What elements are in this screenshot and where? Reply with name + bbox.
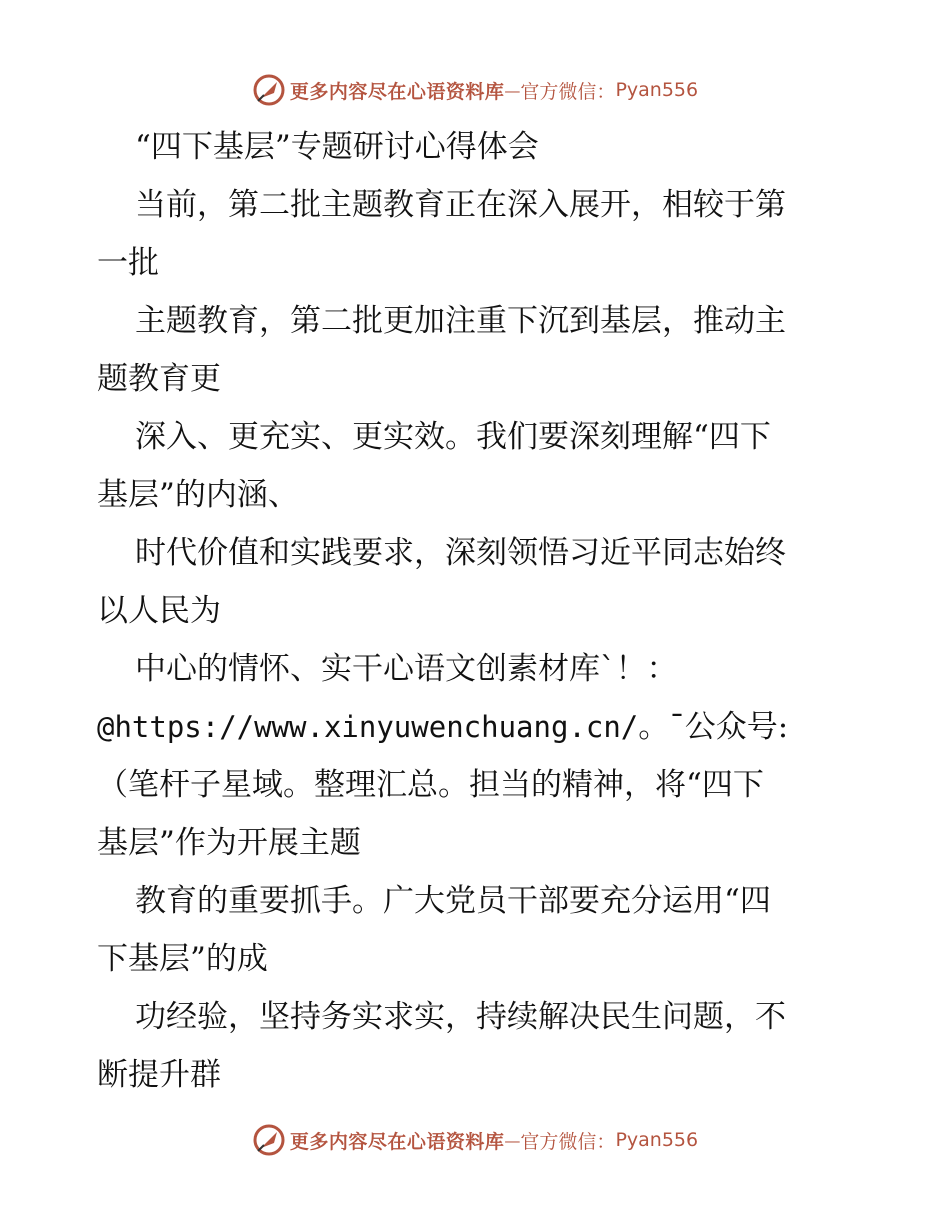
paragraph-line: 当前，第二批主题教育正在深入展开，相较于第: [135, 187, 786, 223]
paragraph-line: 功经验，坚持务实求实，持续解决民生问题，不: [135, 999, 786, 1035]
banner-wechat-label: 官方微信：: [520, 1130, 616, 1153]
url-text: @https://www.xinyuwenchuang.cn/: [97, 710, 639, 744]
paragraph-line: 教育的重要抓手。广大党员干部要充分运用“四: [135, 883, 771, 919]
paragraph-line: 主题教育，第二批更加注重下沉到基层，推动主: [135, 303, 786, 339]
url-suffix: 。¯公众号:: [638, 709, 789, 745]
paragraph-line: 基层”的内涵、: [97, 477, 299, 513]
banner-wechat-id: Pyan556: [615, 79, 699, 101]
paragraph-line: 题教育更: [97, 361, 221, 397]
paragraph-line: 下基层”的成: [97, 941, 268, 977]
paragraph-line: 断提升群: [97, 1057, 221, 1093]
paragraph-line: 时代价值和实践要求，深刻领悟习近平同志始终: [135, 535, 786, 571]
document-body: [97, 118, 857, 1104]
banner-wechat-id: Pyan556: [615, 1129, 699, 1151]
quill-logo-icon: [252, 1123, 286, 1157]
paragraph-line: 基层”作为开展主题: [97, 825, 361, 861]
paragraph-line: 中心的情怀、实干心语文创素材库`！：: [135, 651, 678, 687]
quill-logo-icon: [252, 73, 286, 107]
header-banner: [0, 70, 950, 110]
paragraph-line: （笔杆子星域。整理汇总。担当的精神，将“四下: [97, 767, 764, 803]
paragraph-line: 以人民为: [97, 593, 221, 629]
banner-wechat-label: 官方微信：: [520, 80, 616, 103]
banner-text: 更多内容尽在心语资料库: [289, 80, 505, 103]
banner-separator: —: [504, 1130, 521, 1150]
url-line: [97, 698, 857, 756]
paragraph-line: 深入、更充实、更实效。我们要深刻理解“四下: [135, 419, 771, 455]
banner-separator: —: [504, 80, 521, 100]
paragraph-line: 一批: [97, 245, 159, 281]
footer-banner: [0, 1120, 950, 1160]
banner-text: 更多内容尽在心语资料库: [289, 1130, 505, 1153]
document-title: “四下基层”专题研讨心得体会: [135, 129, 539, 165]
